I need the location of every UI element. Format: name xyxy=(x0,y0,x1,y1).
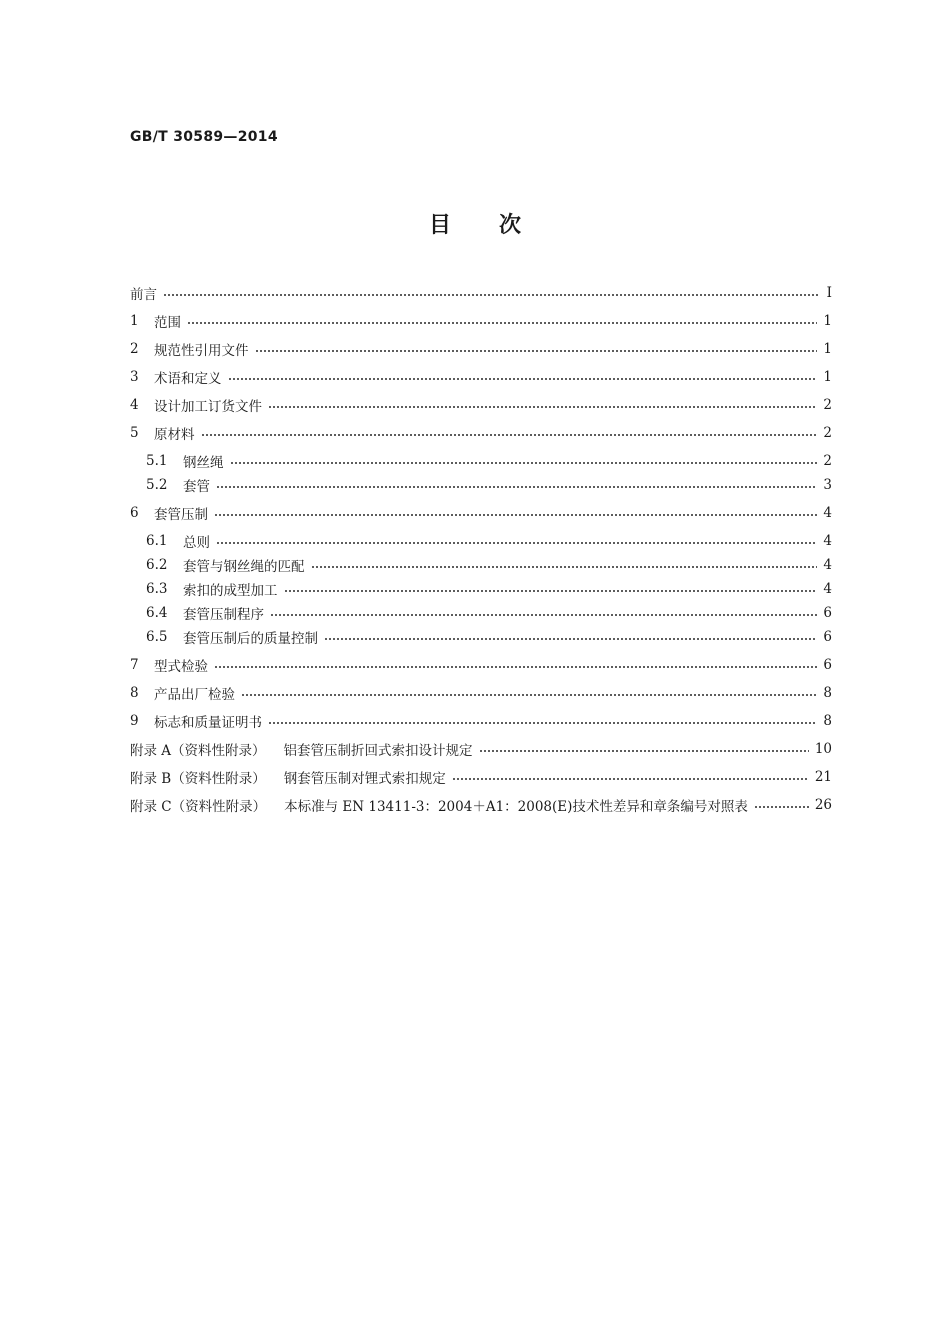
toc-entry-label: 套管压制后的质量控制 xyxy=(183,631,318,647)
toc-entry-page: 4 xyxy=(823,557,832,573)
toc-entry-number: 附录 B（资料性附录） xyxy=(130,771,266,787)
toc-entry[interactable] xyxy=(130,283,832,303)
toc-entry-page: 1 xyxy=(823,369,832,385)
dot-leader xyxy=(187,322,817,324)
toc-entry-label: 套管压制程序 xyxy=(183,607,264,623)
dot-leader xyxy=(270,614,817,616)
toc-entry-page: 8 xyxy=(823,685,832,701)
toc-entry-label: 设计加工订货文件 xyxy=(154,399,262,415)
toc-entry-number: 4 xyxy=(130,397,139,413)
toc-entry-label: 型式检验 xyxy=(154,659,208,675)
toc-entry[interactable] xyxy=(146,475,832,495)
toc-entry-page: 2 xyxy=(823,453,832,469)
toc-entry[interactable] xyxy=(130,395,832,415)
toc-title: 目次 xyxy=(428,213,569,238)
toc-entry-page: 1 xyxy=(823,341,832,357)
toc-entry-page: 21 xyxy=(814,769,832,785)
toc-entry-label: 本标准与 EN 13411-3：2004＋A1：2008(E)技术性差异和章条编号对照表 xyxy=(284,799,748,815)
dot-leader xyxy=(201,434,818,436)
toc-entry-label: 钢丝绳 xyxy=(183,455,224,471)
toc-entry-number: 9 xyxy=(130,713,139,729)
toc-entry-label: 套管 xyxy=(183,479,210,495)
toc-entry-label: 标志和质量证明书 xyxy=(154,715,262,731)
toc-entry-page: I xyxy=(826,285,832,301)
toc-entry[interactable] xyxy=(130,767,832,787)
toc-entry-page: 26 xyxy=(814,797,832,813)
toc-entry[interactable] xyxy=(130,739,832,759)
toc-entry-label: 规范性引用文件 xyxy=(154,343,249,359)
dot-leader xyxy=(479,750,809,752)
toc-entry-number: 5.2 xyxy=(146,477,168,493)
toc-entry[interactable] xyxy=(130,423,832,443)
toc-entry[interactable] xyxy=(130,795,832,815)
standard-code: GB/T 30589—2014 xyxy=(130,129,278,145)
dot-leader xyxy=(324,638,817,640)
toc-entry-page: 4 xyxy=(823,505,832,521)
dot-leader xyxy=(230,462,818,464)
dot-leader xyxy=(452,778,809,780)
toc-entry[interactable] xyxy=(146,579,832,599)
toc-entry-label: 套管压制 xyxy=(154,507,208,523)
toc-entry-page: 6 xyxy=(823,605,832,621)
dot-leader xyxy=(311,566,818,568)
toc-entry-number: 6 xyxy=(130,505,139,521)
toc-entry-page: 1 xyxy=(823,313,832,329)
toc-entry-number: 2 xyxy=(130,341,139,357)
dot-leader xyxy=(284,590,818,592)
toc-entry-label: 索扣的成型加工 xyxy=(183,583,278,599)
dot-leader xyxy=(241,694,817,696)
toc-entry-page: 2 xyxy=(823,425,832,441)
dot-leader xyxy=(214,666,817,668)
toc-entry-label: 前言 xyxy=(130,287,157,303)
toc-entry[interactable] xyxy=(130,311,832,331)
toc-entry[interactable] xyxy=(130,683,832,703)
toc-entry-label: 总则 xyxy=(183,535,210,551)
toc-entry-number: 8 xyxy=(130,685,139,701)
toc-entry-label: 范围 xyxy=(154,315,181,331)
toc-entry[interactable] xyxy=(130,339,832,359)
toc-entry-label: 套管与钢丝绳的匹配 xyxy=(183,559,305,575)
toc-entry-number: 6.4 xyxy=(146,605,168,621)
dot-leader xyxy=(754,806,809,808)
toc-entry-number: 6.3 xyxy=(146,581,168,597)
toc-entry-page: 10 xyxy=(814,741,832,757)
dot-leader xyxy=(228,378,818,380)
toc-entry-label: 铝套管压制折回式索扣设计规定 xyxy=(283,743,473,759)
toc-entry[interactable] xyxy=(130,367,832,387)
dot-leader xyxy=(268,722,817,724)
toc-entry-number: 1 xyxy=(130,313,139,329)
toc-entry-number: 5 xyxy=(130,425,139,441)
toc-entry-page: 8 xyxy=(823,713,832,729)
toc-entry-number: 6.2 xyxy=(146,557,168,573)
dot-leader xyxy=(268,406,817,408)
toc-entry-page: 6 xyxy=(823,629,832,645)
dot-leader xyxy=(255,350,818,352)
toc-entry-number: 3 xyxy=(130,369,139,385)
dot-leader xyxy=(214,514,817,516)
toc-entry[interactable] xyxy=(146,555,832,575)
toc-entry-page: 4 xyxy=(823,581,832,597)
toc-entry-page: 4 xyxy=(823,533,832,549)
toc-entry-page: 3 xyxy=(823,477,832,493)
toc-entry[interactable] xyxy=(130,711,832,731)
toc-entry-page: 6 xyxy=(823,657,832,673)
toc-entry[interactable] xyxy=(130,655,832,675)
toc-entry-number: 附录 C（资料性附录） xyxy=(130,799,267,815)
toc-entry[interactable] xyxy=(146,603,832,623)
toc-entry-label: 产品出厂检验 xyxy=(154,687,235,703)
toc-entry[interactable] xyxy=(146,627,832,647)
dot-leader xyxy=(216,542,817,544)
dot-leader xyxy=(216,486,817,488)
toc-entry-number: 附录 A（资料性附录） xyxy=(130,743,266,759)
toc-entry-page: 2 xyxy=(823,397,832,413)
toc-entry-number: 6.1 xyxy=(146,533,168,549)
toc-entry-label: 术语和定义 xyxy=(154,371,222,387)
toc-entry[interactable] xyxy=(146,531,832,551)
toc-entry-number: 6.5 xyxy=(146,629,168,645)
toc-entry-number: 5.1 xyxy=(146,453,168,469)
toc-entry[interactable] xyxy=(146,451,832,471)
toc-entry-number: 7 xyxy=(130,657,139,673)
toc-entry-label: 钢套管压制对锂式索扣规定 xyxy=(283,771,446,787)
toc-entry[interactable] xyxy=(130,503,832,523)
dot-leader xyxy=(163,294,818,296)
toc-entry-label: 原材料 xyxy=(154,427,195,443)
